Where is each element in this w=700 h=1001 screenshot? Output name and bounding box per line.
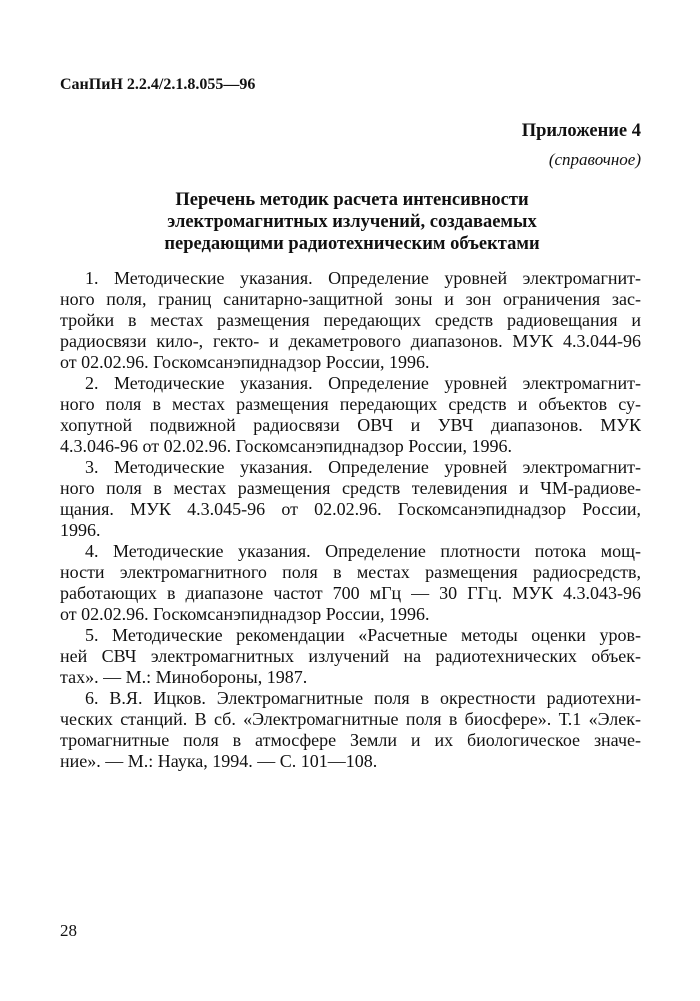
reference-item-1 bbox=[60, 268, 641, 373]
reference-line: 4. Методические указания. Определение плотности потока мощ- bbox=[85, 541, 641, 561]
reference-line: 6. В.Я. Ицков. Электромагнитные поля в окрестности радиотехни- bbox=[85, 688, 641, 708]
document-code-header: СанПиН 2.2.4/2.1.8.055—96 bbox=[60, 76, 256, 93]
reference-item-6 bbox=[60, 688, 641, 772]
page-title bbox=[0, 189, 700, 255]
reference-line: тройки в местах размещения передающих средств радиовещания и bbox=[60, 310, 641, 330]
reference-line: ческих станций. В сб. «Электромагнитные поля в биосфере». Т.1 «Элек- bbox=[60, 709, 641, 729]
reference-item-3 bbox=[60, 457, 641, 541]
reference-line: 1996. bbox=[60, 520, 101, 540]
reference-line: хопутной подвижной радиосвязи ОВЧ и УВЧ диапазонов. МУК bbox=[60, 415, 641, 435]
reference-line: 3. Методические указания. Определение уровней электромагнит- bbox=[85, 457, 641, 477]
page-number: 28 bbox=[60, 921, 77, 940]
reference-list bbox=[60, 268, 641, 772]
reference-line: ности электромагнитного поля в местах размещения радиосредств, bbox=[60, 562, 641, 582]
reference-item-5 bbox=[60, 625, 641, 688]
appendix-note: (справочное) bbox=[548, 150, 641, 169]
reference-line: ного поля в местах размещения передающих средств и объектов су- bbox=[60, 394, 641, 414]
reference-line: от 02.02.96. Госкомсанэпиднадзор России, 1996. bbox=[60, 604, 430, 624]
reference-line: 4.3.046-96 от 02.02.96. Госкомсанэпиднадзор России, 1996. bbox=[60, 436, 513, 456]
reference-line: щания. МУК 4.3.045-96 от 02.02.96. Госкомсанэпиднадзор России, bbox=[60, 499, 641, 519]
reference-line: от 02.02.96. Госкомсанэпиднадзор России, 1996. bbox=[60, 352, 430, 372]
reference-line: радиосвязи кило-, гекто- и декаметрового диапазонов. МУК 4.3.044-96 bbox=[60, 331, 641, 351]
reference-line: ние». — М.: Наука, 1994. — С. 101—108. bbox=[60, 751, 378, 771]
title-line: электромагнитных излучений, создаваемых bbox=[167, 212, 537, 232]
reference-item-4 bbox=[60, 541, 641, 625]
reference-item-2 bbox=[60, 373, 641, 457]
reference-line: тах». — М.: Минобороны, 1987. bbox=[60, 667, 308, 687]
reference-line: 1. Методические указания. Определение уровней электромагнит- bbox=[85, 268, 641, 288]
reference-line: 2. Методические указания. Определение уровней электромагнит- bbox=[85, 373, 641, 393]
title-line: Перечень методик расчета интенсивности bbox=[175, 190, 529, 210]
reference-line: ного поля, границ санитарно-защитной зоны и зон ограничения зас- bbox=[60, 289, 641, 309]
reference-line: работающих в диапазоне частот 700 мГц — 30 ГГц. МУК 4.3.043-96 bbox=[60, 583, 641, 603]
reference-line: ней СВЧ электромагнитных излучений на радиотехнических объек- bbox=[60, 646, 641, 666]
reference-line: ного поля в местах размещения средств телевидения и ЧМ-радиове- bbox=[60, 478, 641, 498]
reference-line: 5. Методические рекомендации «Расчетные методы оценки уров- bbox=[85, 625, 641, 645]
appendix-label: Приложение 4 bbox=[521, 121, 641, 141]
title-line: передающими радиотехническим объектами bbox=[164, 234, 540, 254]
reference-line: тромагнитные поля в атмосфере Земли и их биологическое значе- bbox=[60, 730, 641, 750]
